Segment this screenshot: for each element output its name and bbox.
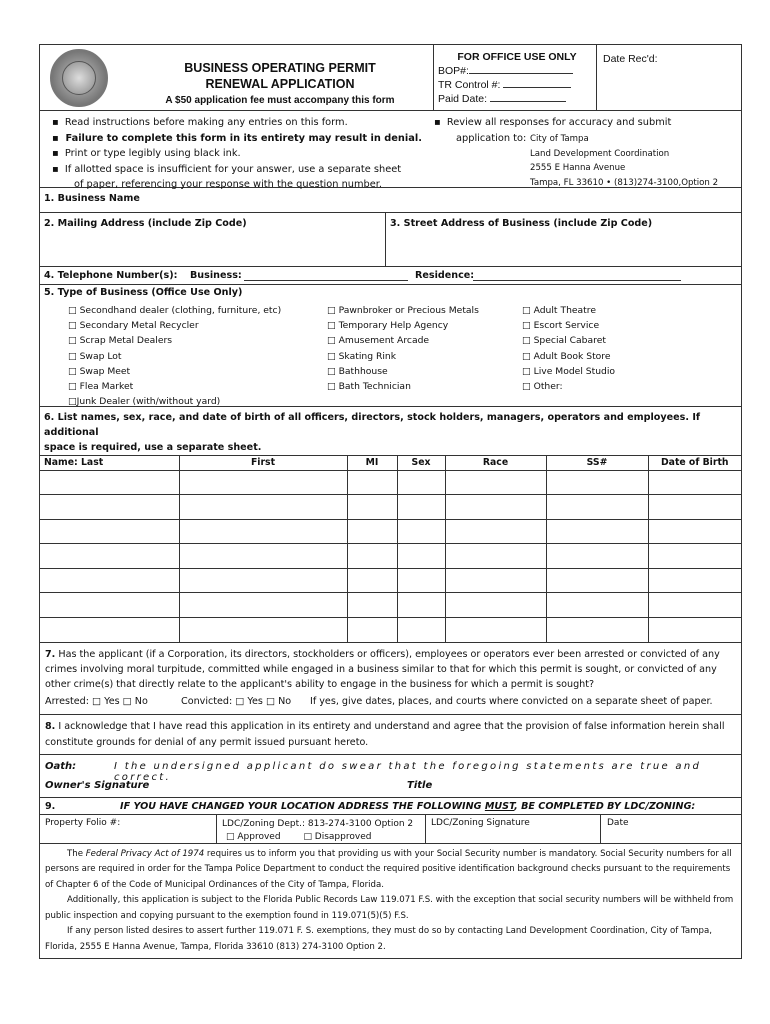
business-type-label: 5. Type of Business (Office Use Only) bbox=[44, 287, 243, 298]
business-type-option[interactable]: □Junk Dealer (with/without yard) bbox=[68, 396, 221, 408]
privacy-paragraph: The Federal Privacy Act of 1974 requires us to inform you that providing us with your Social Security number is mandatory. Social Security numbers for all persons are required in order for the Tampa Police Department to conduct the required positive identification background checks pursuant to the requirements of Chapter 6 of the Code of Municipal Ordinances of the City of Tampa, Florida. bbox=[45, 848, 732, 890]
form-subtitle: RENEWAL APPLICATION bbox=[205, 77, 355, 91]
office-use-heading: FOR OFFICE USE ONLY bbox=[457, 51, 577, 63]
oath-label: Oath: bbox=[45, 760, 77, 772]
residence-phone-field[interactable] bbox=[473, 271, 681, 281]
street-address-field[interactable] bbox=[386, 213, 741, 266]
persons-table bbox=[40, 456, 741, 642]
fee-note: A $50 application fee must accompany this form bbox=[165, 95, 395, 106]
zoning-date-field[interactable]: Date bbox=[607, 817, 629, 828]
paid-date-field[interactable] bbox=[490, 92, 566, 102]
business-type-option[interactable]: □ Bath Technician bbox=[327, 381, 411, 393]
persons-instruction: 6. List names, sex, race, and date of birth of all officers, directors, stock holders, managers, operators and employees. If additional bbox=[44, 412, 701, 438]
city-seal-icon bbox=[50, 49, 108, 107]
business-type-col1 bbox=[68, 303, 281, 409]
approved-checkbox[interactable]: □ Approved bbox=[226, 831, 281, 842]
business-type-option[interactable]: □ Other: bbox=[522, 381, 563, 393]
exemption-paragraph: If any person listed desires to assert further 119.071 F. S. exemptions, they must do so by contacting Land Development Coordination, City of Tampa, Florida, 2555 E Hanna Avenue, Tampa, Florida 33610 (813) 274-3100 Option 2. bbox=[45, 926, 712, 952]
disapproved-checkbox[interactable]: □ Disapproved bbox=[303, 831, 372, 842]
public-records-paragraph: Additionally, this application is subject to the Florida Public Records Law 119.071 F.S. with the exception that social security numbers will be withheld from public inspection and copying pursuant to the exemption found in 119.071(5)(5) F.S. bbox=[45, 895, 734, 921]
business-type-option[interactable]: □ Swap Lot bbox=[68, 350, 122, 362]
col-dob: Date of Birth bbox=[660, 457, 729, 469]
instruction-item: ▪ Failure to complete this form in its entirety may result in denial. bbox=[52, 132, 422, 144]
business-type-option[interactable]: □ Special Cabaret bbox=[522, 335, 606, 347]
business-type-option[interactable]: □ Bathhouse bbox=[327, 365, 388, 377]
instructions bbox=[40, 111, 741, 188]
criminal-history-section: 7. Has the applicant (if a Corporation, its directors, stockholders or officers), employees or operators ever been arrested or convicted of any crimes involving moral turpitude, committed while engaged in a business similar to that for which this permit is sought, or convicted of any other crime(s) that directly relate to the applicant's ability to engage in the business for which a permit is sought? Arrested: □ Yes □ No Convicted: □ Yes □ No If yes, give dates, places, and courts where convicted on a separate sheet of paper. bbox=[40, 643, 741, 716]
table-row bbox=[40, 519, 741, 544]
submit-to-label: application to: bbox=[456, 132, 527, 144]
col-ssn: SS# bbox=[546, 456, 648, 470]
if-yes-note: If yes, give dates, places, and courts where convicted on a separate sheet of paper. bbox=[310, 696, 713, 708]
form-title: BUSINESS OPERATING PERMIT bbox=[184, 61, 376, 75]
business-type-option[interactable]: □ Escort Service bbox=[522, 320, 600, 332]
ldc-signature-field[interactable]: LDC/Zoning Signature bbox=[426, 815, 601, 843]
office-use-box bbox=[433, 45, 596, 110]
oath-text: I the undersigned applicant do swear that the foregoing statements are true and correct. bbox=[114, 760, 702, 783]
business-type-option[interactable]: □ Secondhand dealer (clothing, furniture, etc) bbox=[68, 305, 282, 316]
business-type-option[interactable]: □ Live Model Studio bbox=[522, 365, 616, 377]
tr-control-label: TR Control #: bbox=[438, 79, 501, 91]
instruction-item: of paper, referencing your response with the question number. bbox=[74, 179, 383, 190]
paid-date-label: Paid Date: bbox=[438, 93, 488, 105]
acknowledgement-text: I acknowledge that I have read this application in its entirety and understand and agree that the provision of false information herein shall constitute grounds for denial of any permit issued pursuant hereto. bbox=[45, 721, 725, 748]
telephone-row bbox=[40, 267, 741, 285]
col-race: Race bbox=[445, 456, 546, 470]
instruction-item: ▪ Read instructions before making any entries on this form. bbox=[52, 117, 348, 128]
business-type-option[interactable]: □ Adult Theatre bbox=[522, 305, 597, 316]
date-received-box[interactable] bbox=[596, 45, 741, 110]
business-type-option[interactable]: □ Flea Market bbox=[68, 381, 134, 393]
instruction-item: ▪ If allotted space is insufficient for your answer, use a separate sheet bbox=[52, 163, 402, 175]
table-row bbox=[40, 544, 741, 569]
bop-label: BOP#: bbox=[438, 65, 469, 77]
form-header bbox=[40, 45, 741, 111]
residence-phone-label: Residence: bbox=[415, 270, 475, 281]
submit-address: City of Tampa Land Development Coordination 2555 E Hanna Avenue Tampa, FL 33610 • (813)274-3100,Option 2 bbox=[530, 134, 719, 188]
bop-field[interactable] bbox=[469, 64, 573, 74]
persons-header-row bbox=[40, 456, 741, 470]
table-row bbox=[40, 617, 741, 642]
title-label[interactable]: Title bbox=[407, 779, 433, 791]
business-type-option[interactable]: □ Amusement Arcade bbox=[327, 335, 430, 347]
business-phone-field[interactable] bbox=[244, 271, 408, 281]
street-address-label: 3. Street Address of Business (include Zip Code) bbox=[390, 218, 653, 229]
oath-section bbox=[40, 755, 741, 798]
table-row bbox=[40, 495, 741, 520]
business-type-option[interactable]: □ Skating Rink bbox=[327, 350, 397, 362]
business-type-option[interactable]: □ Secondary Metal Recycler bbox=[68, 320, 199, 332]
table-row bbox=[40, 568, 741, 593]
zoning-row bbox=[40, 815, 741, 844]
mailing-address-label: 2. Mailing Address (include Zip Code) bbox=[44, 218, 247, 229]
mailing-address-field[interactable] bbox=[40, 213, 386, 266]
business-phone-label: Business: bbox=[190, 270, 242, 281]
telephone-label: 4. Telephone Number(s): bbox=[44, 270, 178, 281]
col-sex: Sex bbox=[397, 456, 445, 470]
tr-control-field[interactable] bbox=[503, 78, 571, 88]
arrested-options[interactable]: Arrested: □ Yes □ No bbox=[45, 696, 148, 708]
business-type-section bbox=[40, 285, 741, 407]
business-type-option[interactable]: □ Scrap Metal Dealers bbox=[68, 335, 173, 347]
col-last-name: Name: Last bbox=[40, 456, 179, 470]
zoning-heading: 9. IF YOU HAVE CHANGED YOUR LOCATION ADDRESS THE FOLLOWING MUST, BE COMPLETED BY LDC/ZONING: bbox=[40, 798, 741, 815]
business-type-option[interactable]: □ Pawnbroker or Precious Metals bbox=[327, 305, 479, 316]
persons-instruction-cont: space is required, use a separate sheet. bbox=[44, 442, 262, 453]
business-type-option[interactable]: □ Swap Meet bbox=[68, 365, 131, 377]
col-mi: MI bbox=[347, 456, 397, 470]
acknowledgement-section: 8. I acknowledge that I have read this application in its entirety and understand and agree that the provision of false information herein shall constitute grounds for denial of any permit issued pursuant hereto. bbox=[40, 715, 741, 755]
business-type-option[interactable]: □ Adult Book Store bbox=[522, 350, 611, 362]
business-type-option[interactable]: □ Temporary Help Agency bbox=[327, 320, 449, 332]
property-folio-field[interactable]: Property Folio #: bbox=[40, 815, 217, 843]
permit-form bbox=[39, 44, 742, 959]
owner-signature-label[interactable]: Owner's Signature bbox=[45, 779, 150, 791]
business-type-col3 bbox=[522, 303, 615, 394]
business-type-col2 bbox=[327, 303, 479, 394]
criminal-history-question: Has the applicant (if a Corporation, its directors, stockholders or officers), employees or operators ever been arrested or convicted of any crimes involving moral turpitude, committed while engaged in a business similar to that for which this permit is sought, or convicted of any other crime(s) that directly relate to the applicant's ability to engage in the business for which a permit is sought? bbox=[45, 648, 720, 691]
instruction-item: ▪ Print or type legibly using black ink. bbox=[52, 148, 241, 159]
date-received-label: Date Rec'd: bbox=[603, 53, 658, 65]
privacy-notice bbox=[40, 844, 741, 959]
business-name-field[interactable] bbox=[40, 188, 741, 213]
convicted-options[interactable]: Convicted: □ Yes □ No bbox=[181, 696, 292, 708]
col-first-name: First bbox=[179, 456, 347, 470]
persons-section bbox=[40, 407, 741, 643]
submit-instruction: ▪ Review all responses for accuracy and submit bbox=[434, 117, 672, 128]
ldc-dept-field: LDC/Zoning Dept.: 813-274-3100 Option 2 □ Approved □ Disapproved bbox=[217, 815, 426, 843]
table-row bbox=[40, 470, 741, 495]
table-row bbox=[40, 593, 741, 618]
business-name-label: 1. Business Name bbox=[44, 193, 140, 204]
